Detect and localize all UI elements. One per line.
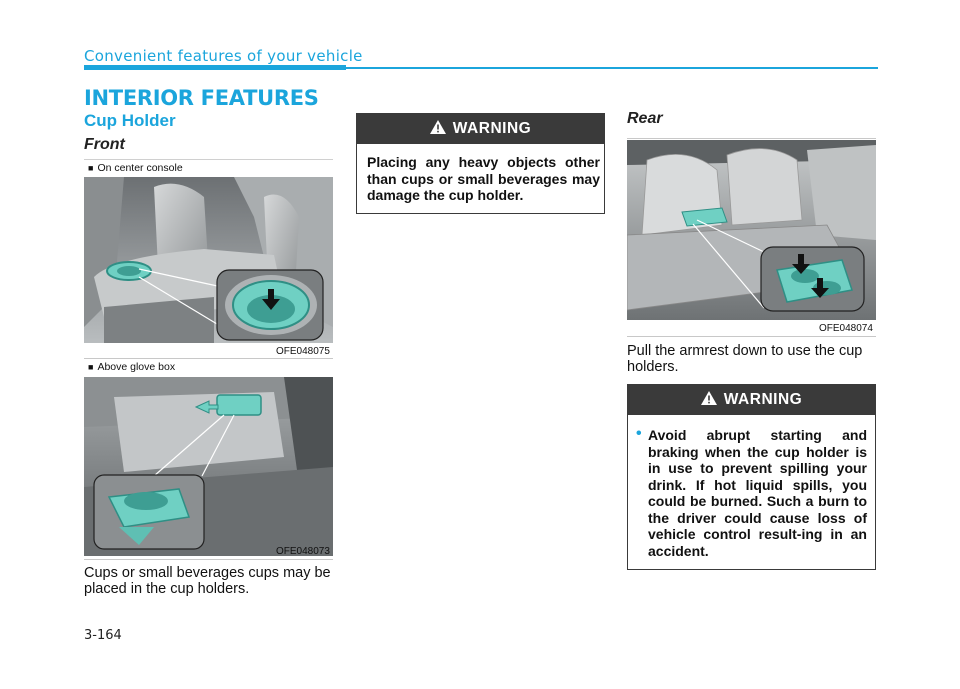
figure-rule [627, 336, 876, 337]
front-body-text: Cups or small beverages cups may be placed in the cup holders. [84, 565, 331, 597]
subsection-title: Cup Holder [84, 111, 176, 130]
section-title: INTERIOR FEATURES [84, 86, 319, 110]
center-console-photo [84, 177, 333, 343]
warning-header: WARNING [357, 114, 604, 144]
rear-heading: Rear [627, 110, 663, 127]
header-rule [346, 67, 878, 69]
warning-text: • Avoid abrupt starting and braking when the cup holder is in use to prevent spilling your drink. If hot liquid spills, you could be burned. Such a burn to the driver could cause loss of vehicle control result-ing in an accident. [636, 425, 867, 559]
glove-box-photo [84, 377, 333, 556]
chapter-title: Convenient features of your vehicle [84, 47, 363, 65]
header-bar [84, 65, 346, 70]
page-number: 3-164 [84, 628, 122, 643]
warning-header: WARNING [628, 385, 875, 415]
square-bullet-icon: ■ [88, 163, 94, 173]
warning-triangle-icon [701, 391, 717, 410]
warning-triangle-icon [430, 120, 446, 139]
warning-box-heavy-objects [356, 113, 605, 214]
front-heading: Front [84, 136, 125, 153]
figure-rule [627, 138, 876, 139]
rear-body-text: Pull the armrest down to use the cup holders. [627, 343, 863, 375]
bullet-dot-icon: • [636, 425, 642, 442]
warning-box-abrupt-braking [627, 384, 876, 570]
figure-rule [84, 559, 333, 560]
figure-code-console: OFE048075 [276, 346, 330, 357]
figure-caption-console: ■ On center console [84, 159, 333, 177]
square-bullet-icon: ■ [88, 362, 94, 372]
figure-caption-glovebox: ■ Above glove box [88, 361, 176, 373]
warning-text: Placing any heavy objects other than cups or small beverages may damage the cup holder. [367, 154, 600, 203]
rear-armrest-photo [627, 140, 876, 320]
figure-code-rear: OFE048074 [819, 323, 873, 334]
figure-code-glovebox: OFE048073 [276, 546, 330, 557]
